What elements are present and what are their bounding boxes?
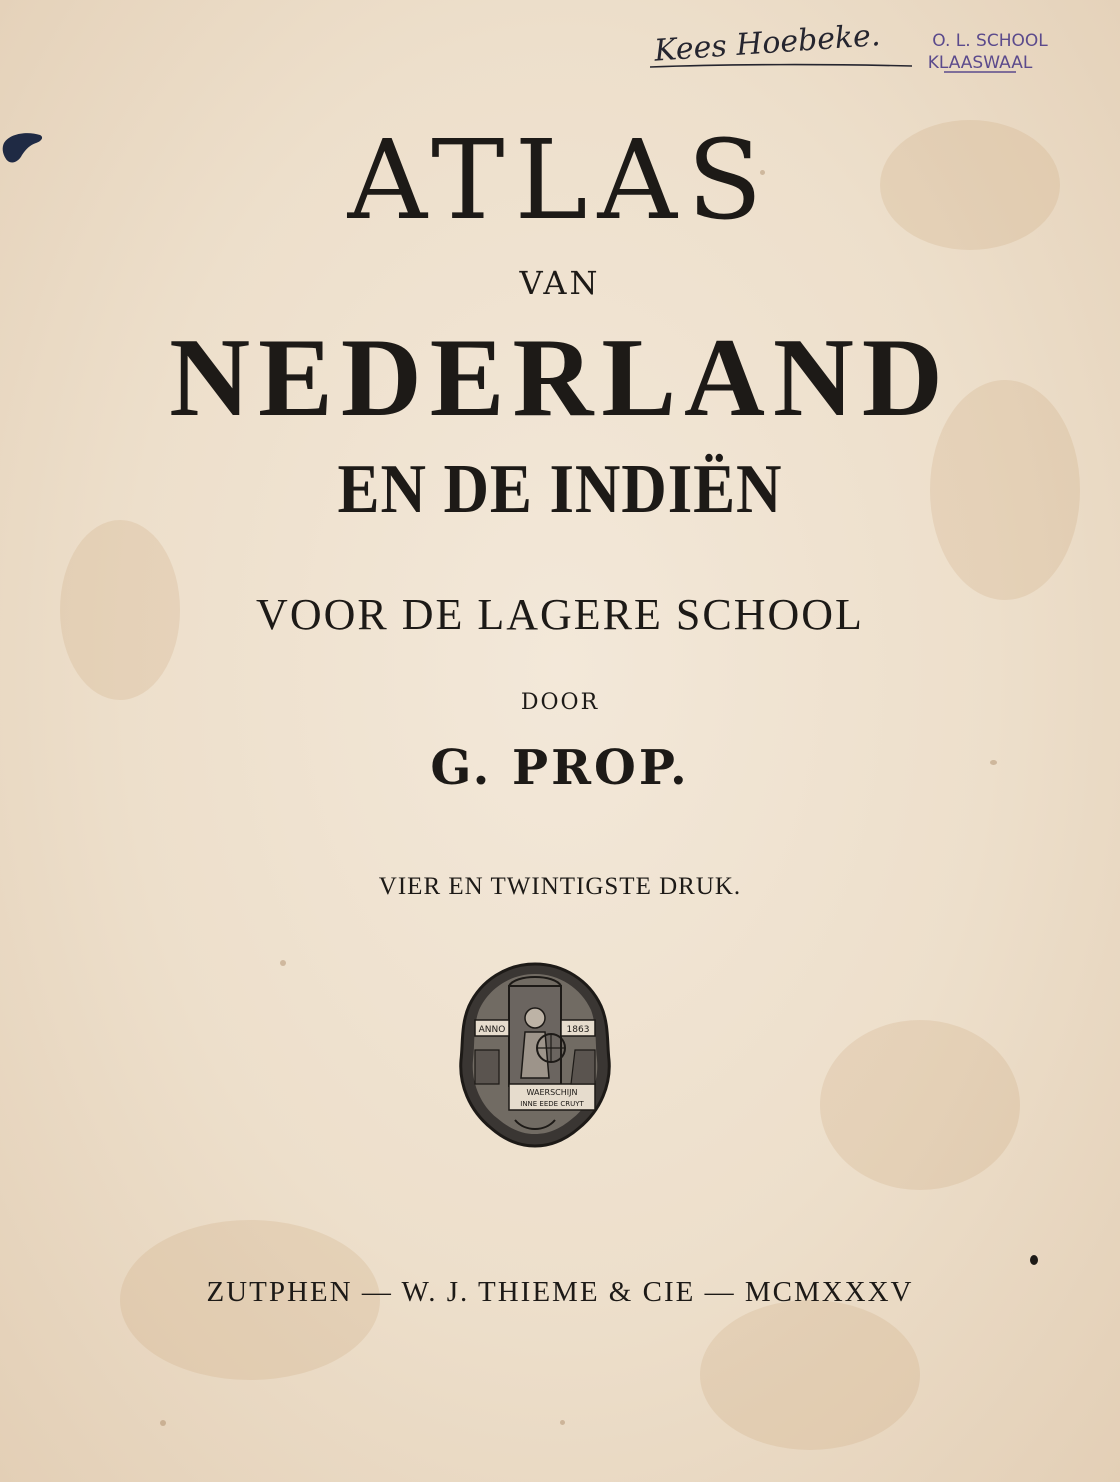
emblem-right-text: 1863 [566,1025,590,1035]
stamp-line-2: KLAASWAAL [927,53,1033,73]
author-prefix: DOOR [520,690,600,715]
signature-text: Kees Hoebeke. [653,18,882,69]
author-name: G. PROP. [430,740,690,796]
age-speck [160,1420,166,1426]
age-stain [820,1020,1020,1190]
owner-signature [650,12,920,72]
stamp-line-1: O. L. SCHOOL [932,31,1048,51]
school-stamp [920,22,1060,82]
emblem-motto-line-1: WAERSCHIJN [526,1088,578,1097]
emblem-left-text: ANNO [478,1025,506,1035]
publisher-line: ZUTPHEN — W. J. THIEME & CIE — MCMXXXV [206,1276,914,1308]
emblem-motto-line-2: INNE EEDE CRUYT [520,1100,584,1108]
title-main: NEDERLAND [169,316,951,440]
publisher-emblem-icon [455,960,615,1150]
age-stain [700,1300,920,1450]
title-second: EN DE INDIËN [337,451,783,528]
age-speck [560,1420,565,1425]
age-speck [1030,1255,1038,1265]
subtitle: VOOR DE LAGERE SCHOOL [256,590,864,639]
edition-note: VIER EN TWINTIGSTE DRUK. [378,873,742,900]
title-atlas: ATLAS [347,116,773,244]
title-connector: VAN [519,264,601,302]
age-speck [280,960,286,966]
